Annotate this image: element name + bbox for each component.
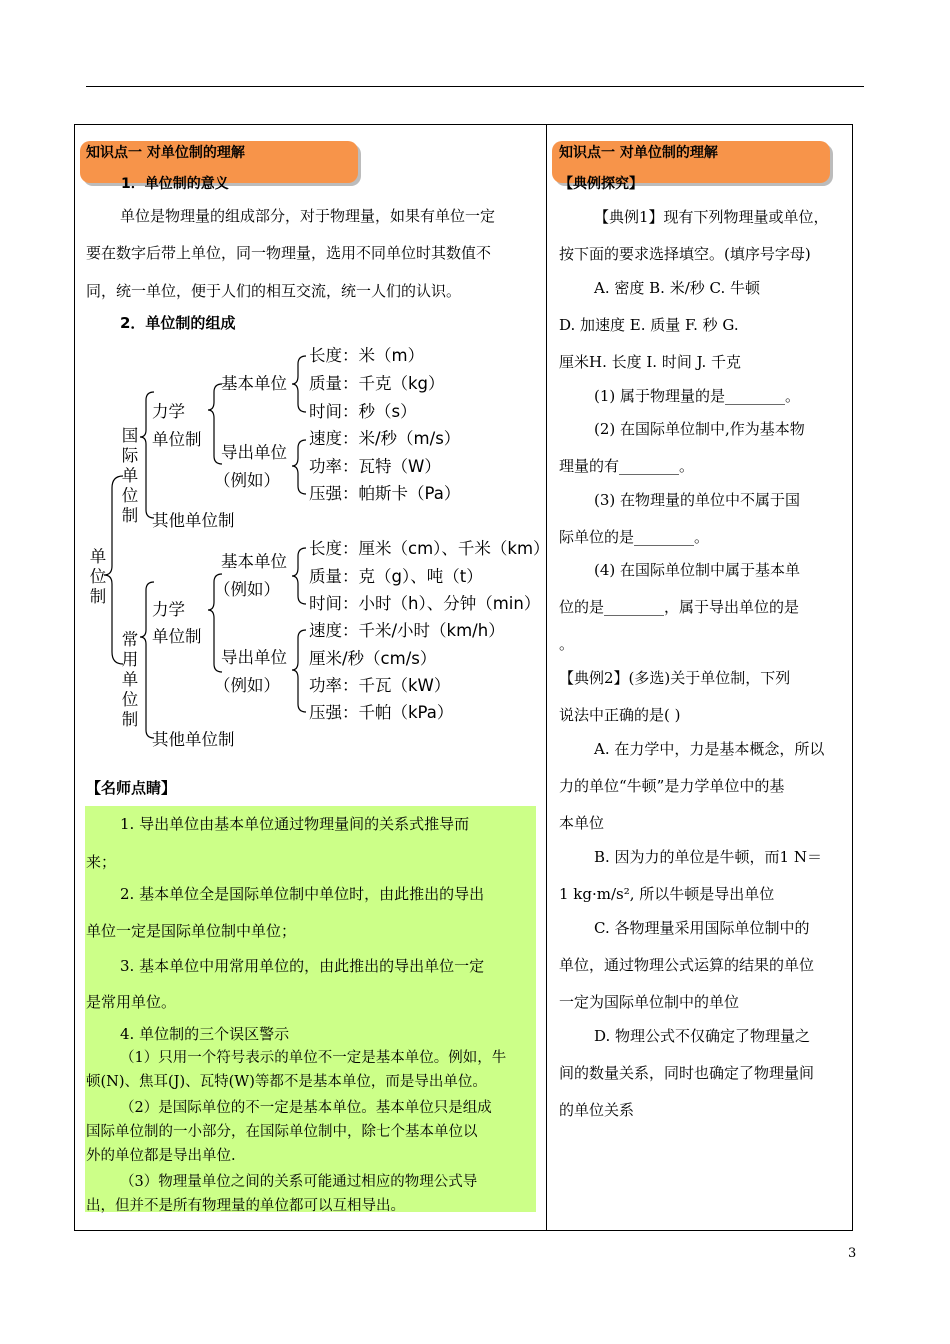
example-line: 单位，通过物理公式运算的结果的单位 xyxy=(559,956,815,974)
example-line: 一定为国际单位制中的单位 xyxy=(559,993,740,1011)
tip-line: 1. 导出单位由基本单位通过物理量间的关系式推导而 xyxy=(120,815,470,833)
unit-leaf: 时间：小时（h）、分钟（min） xyxy=(309,594,541,613)
unit-leaf: 压强：帕斯卡（Pa） xyxy=(309,484,461,503)
example-line: 【典例2】(多选)关于单位制，下列 xyxy=(559,669,791,687)
mech-label: 力学 xyxy=(152,402,185,421)
tip-small-line: （2）是国际单位的不一定是基本单位。基本单位只是组成 xyxy=(120,1100,492,1116)
tip-small-line: 外的单位都是导出单位. xyxy=(86,1148,236,1164)
tip-line: 是常用单位。 xyxy=(86,993,177,1011)
paragraph-line: 要在数字后带上单位，同一物理量，选用不同单位时其数值不 xyxy=(86,244,492,262)
page-number: 3 xyxy=(848,1246,857,1261)
example-line: 按下面的要求选择填空。(填序号字母) xyxy=(559,245,811,263)
example-label: （例如） xyxy=(214,676,280,695)
tree-intl-label: 国 际 单 位 制 xyxy=(121,426,139,525)
right-banner-title: 知识点一 对单位制的理解 xyxy=(559,145,718,161)
unit-leaf: 功率：千瓦（kW） xyxy=(309,676,451,695)
example-label: （例如） xyxy=(214,580,280,599)
tips-heading: 【名师点睛】 xyxy=(86,779,177,797)
example-line: 厘米H. 长度 I. 时间 J. 千克 xyxy=(559,353,742,371)
unit-leaf: 质量：千克（kg） xyxy=(309,374,445,393)
unit-leaf: 压强：千帕（kPa） xyxy=(309,703,454,722)
tip-line: 单位一定是国际单位制中单位； xyxy=(86,922,297,940)
example-line: 的单位关系 xyxy=(559,1101,635,1119)
example-line: 。 xyxy=(559,635,575,653)
example-line: D. 物理公式不仅确定了物理量之 xyxy=(594,1027,811,1045)
mech-label-2: 单位制 xyxy=(152,627,202,646)
example-line: (3) 在物理量的单位中不属于国 xyxy=(594,491,801,509)
tip-line: 来； xyxy=(86,853,117,871)
unit-leaf: 功率：瓦特（W） xyxy=(309,457,441,476)
example-line: 力的单位“牛顿”是力学单位中的基 xyxy=(559,777,785,795)
example-line: B. 因为力的单位是牛顿，而1 N＝ xyxy=(594,848,822,866)
unit-leaf: 长度：厘米（cm）、千米（km） xyxy=(309,539,550,558)
example-line: 理量的有________。 xyxy=(559,457,695,475)
tip-small-line: （3）物理量单位之间的关系可能通过相应的物理公式导 xyxy=(120,1174,478,1190)
section-heading: 2．单位制的组成 xyxy=(120,314,236,332)
example-line: (4) 在国际单位制中属于基本单 xyxy=(594,561,801,579)
other-systems-label: 其他单位制 xyxy=(152,730,235,749)
example-line: D. 加速度 E. 质量 F. 秒 G. xyxy=(559,316,739,334)
paragraph-line: 单位是物理量的组成部分，对于物理量，如果有单位一定 xyxy=(120,207,496,225)
unit-leaf: 速度：米/秒（m/s） xyxy=(309,429,461,448)
mech-label-2: 单位制 xyxy=(152,430,202,449)
unit-leaf: 厘米/秒（cm/s） xyxy=(309,649,437,668)
example-line: 间的数量关系，同时也确定了物理量间 xyxy=(559,1064,815,1082)
tip-line: 4. 单位制的三个误区警示 xyxy=(120,1025,290,1043)
right-banner-subtitle: 【典例探究】 xyxy=(559,176,643,192)
other-systems-label: 其他单位制 xyxy=(152,511,235,530)
tip-line: 3. 基本单位中用常用单位的，由此推出的导出单位一定 xyxy=(120,957,485,975)
left-banner-subtitle: 1．单位制的意义 xyxy=(121,176,229,192)
base-units-label: 基本单位 xyxy=(221,552,287,571)
paragraph-line: 同，统一单位，便于人们的相互交流，统一人们的认识。 xyxy=(86,282,462,300)
example-line: 1 kg·m/s², 所以牛顿是导出单位 xyxy=(559,885,775,903)
example-line: 说法中正确的是( ) xyxy=(559,706,681,724)
tip-small-line: 国际单位制的一小部分，在国际单位制中，除七个基本单位以 xyxy=(86,1124,478,1140)
example-line: 【典例1】现有下列物理量或单位， xyxy=(594,208,829,226)
tree-root-label: 单 位 制 xyxy=(89,547,107,606)
example-line: (1) 属于物理量的是________。 xyxy=(594,387,801,405)
unit-leaf: 质量：克（g）、吨（t） xyxy=(309,567,483,586)
example-line: 际单位的是________。 xyxy=(559,528,710,546)
example-label: （例如） xyxy=(214,471,280,490)
tip-line: 2. 基本单位全是国际单位制中单位时，由此推出的导出 xyxy=(120,885,485,903)
example-line: A. 密度 B. 米/秒 C. 牛顿 xyxy=(594,279,760,297)
example-line: 位的是________，属于导出单位的是 xyxy=(559,598,800,616)
tip-small-line: 顿(N)、焦耳(J)、瓦特(W)等都不是基本单位，而是导出单位。 xyxy=(86,1074,487,1090)
unit-leaf: 速度：千米/小时（km/h） xyxy=(309,621,505,640)
example-line: A. 在力学中，力是基本概念，所以 xyxy=(594,740,825,758)
tip-small-line: （1）只用一个符号表示的单位不一定是基本单位。例如，牛 xyxy=(120,1050,507,1066)
tip-small-line: 出，但并不是所有物理量的单位都可以互相导出。 xyxy=(86,1198,405,1214)
example-line: 本单位 xyxy=(559,814,605,832)
derived-units-label: 导出单位 xyxy=(221,648,287,667)
tree-common-label: 常 用 单 位 制 xyxy=(121,630,139,729)
mech-label: 力学 xyxy=(152,600,185,619)
unit-leaf: 长度：米（m） xyxy=(309,346,425,365)
example-line: C. 各物理量采用国际单位制中的 xyxy=(594,919,810,937)
unit-leaf: 时间：秒（s） xyxy=(309,402,417,421)
derived-units-label: 导出单位 xyxy=(221,443,287,462)
example-line: (2) 在国际单位制中,作为基本物 xyxy=(594,420,805,438)
left-banner-title: 知识点一 对单位制的理解 xyxy=(86,145,245,161)
base-units-label: 基本单位 xyxy=(221,374,287,393)
